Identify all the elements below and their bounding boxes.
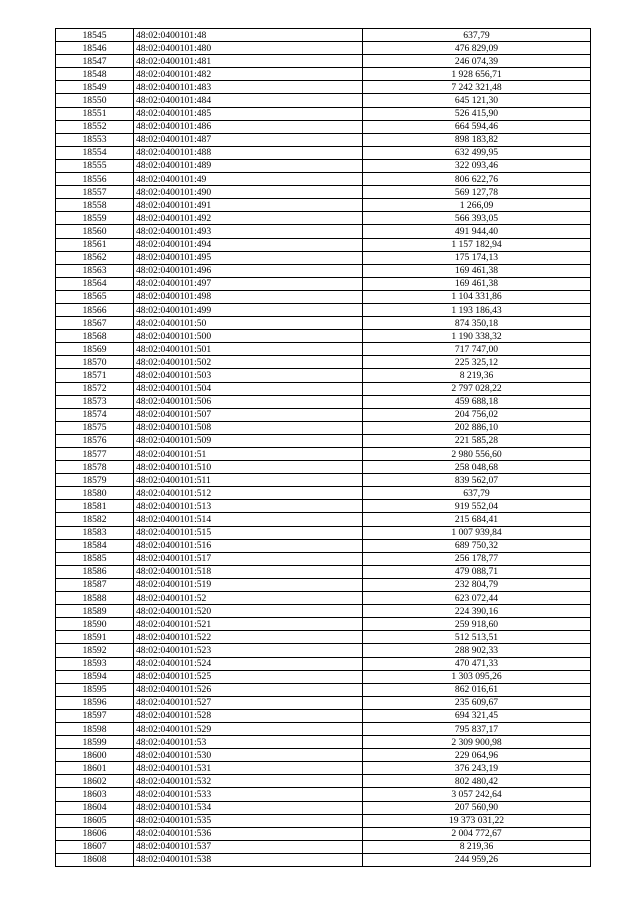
table-row <box>56 762 591 775</box>
cadastral-value-cell: 169 461,38 <box>363 277 591 290</box>
row-number-cell: 18605 <box>56 814 134 827</box>
cadastral-value-cell: 2 004 772,67 <box>363 827 591 840</box>
row-number-cell: 18602 <box>56 775 134 788</box>
table-row <box>56 448 591 461</box>
table-row <box>56 199 591 212</box>
cadastral-number-cell: 48:02:0400101:533 <box>134 788 363 801</box>
cadastral-number-cell: 48:02:0400101:481 <box>134 55 363 68</box>
table-row <box>56 683 591 696</box>
cadastral-number-cell: 48:02:0400101:515 <box>134 526 363 539</box>
row-number-cell: 18551 <box>56 107 134 120</box>
table-row <box>56 330 591 343</box>
row-number-cell: 18571 <box>56 369 134 382</box>
cadastral-value-cell: 645 121,30 <box>363 94 591 107</box>
cadastral-value-cell: 476 829,09 <box>363 42 591 55</box>
cadastral-value-cell: 322 093,46 <box>363 159 591 172</box>
cadastral-number-cell: 48:02:0400101:510 <box>134 461 363 474</box>
row-number-cell: 18601 <box>56 762 134 775</box>
cadastral-value-cell: 2 980 556,60 <box>363 448 591 461</box>
cadastral-value-cell: 19 373 031,22 <box>363 814 591 827</box>
cadastral-value-cell: 215 684,41 <box>363 513 591 526</box>
cadastral-value-cell: 1 303 095,26 <box>363 670 591 683</box>
cadastral-number-cell: 48:02:0400101:534 <box>134 801 363 814</box>
table-row <box>56 107 591 120</box>
table-row <box>56 696 591 709</box>
cadastral-value-cell: 229 064,96 <box>363 749 591 762</box>
cadastral-number-cell: 48:02:0400101:513 <box>134 500 363 513</box>
cadastral-number-cell: 48:02:0400101:522 <box>134 631 363 644</box>
cadastral-value-cell: 1 928 656,71 <box>363 68 591 81</box>
row-number-cell: 18588 <box>56 592 134 605</box>
cadastral-value-cell: 806 622,76 <box>363 173 591 186</box>
cadastral-number-cell: 48:02:0400101:514 <box>134 513 363 526</box>
cadastral-value-cell: 244 959,26 <box>363 853 591 866</box>
cadastral-value-cell: 1 157 182,94 <box>363 238 591 251</box>
cadastral-value-cell: 459 688,18 <box>363 395 591 408</box>
row-number-cell: 18592 <box>56 644 134 657</box>
table-row <box>56 513 591 526</box>
row-number-cell: 18594 <box>56 670 134 683</box>
cadastral-value-cell: 1 193 186,43 <box>363 303 591 316</box>
cadastral-number-cell: 48:02:0400101:489 <box>134 159 363 172</box>
table-row <box>56 827 591 840</box>
table-row <box>56 159 591 172</box>
row-number-cell: 18558 <box>56 199 134 212</box>
row-number-cell: 18576 <box>56 434 134 447</box>
cadastral-number-cell: 48:02:0400101:525 <box>134 670 363 683</box>
row-number-cell: 18556 <box>56 173 134 186</box>
row-number-cell: 18593 <box>56 657 134 670</box>
cadastral-number-cell: 48:02:0400101:51 <box>134 448 363 461</box>
table-row <box>56 68 591 81</box>
cadastral-value-cell: 569 127,78 <box>363 186 591 199</box>
row-number-cell: 18599 <box>56 736 134 749</box>
cadastral-number-cell: 48:02:0400101:487 <box>134 133 363 146</box>
cadastral-number-cell: 48:02:0400101:495 <box>134 251 363 264</box>
cadastral-number-cell: 48:02:0400101:508 <box>134 421 363 434</box>
cadastral-number-cell: 48:02:0400101:486 <box>134 120 363 133</box>
row-number-cell: 18600 <box>56 749 134 762</box>
table-row <box>56 539 591 552</box>
cadastral-value-cell: 221 585,28 <box>363 434 591 447</box>
table-row <box>56 186 591 199</box>
row-number-cell: 18553 <box>56 133 134 146</box>
table-row <box>56 853 591 866</box>
cadastral-number-cell: 48:02:0400101:49 <box>134 173 363 186</box>
cadastral-value-cell: 479 088,71 <box>363 565 591 578</box>
row-number-cell: 18578 <box>56 461 134 474</box>
table-row <box>56 251 591 264</box>
cadastral-value-cell: 717 747,00 <box>363 343 591 356</box>
cadastral-number-cell: 48:02:0400101:53 <box>134 736 363 749</box>
row-number-cell: 18582 <box>56 513 134 526</box>
cadastral-number-cell: 48:02:0400101:493 <box>134 225 363 238</box>
table-row <box>56 238 591 251</box>
cadastral-value-cell: 259 918,60 <box>363 618 591 631</box>
cadastral-value-cell: 246 074,39 <box>363 55 591 68</box>
table-row <box>56 578 591 591</box>
row-number-cell: 18554 <box>56 146 134 159</box>
cadastral-number-cell: 48:02:0400101:526 <box>134 683 363 696</box>
cadastral-value-cell: 566 393,05 <box>363 212 591 225</box>
cadastral-value-cell: 919 552,04 <box>363 500 591 513</box>
table-row <box>56 840 591 853</box>
cadastral-number-cell: 48:02:0400101:521 <box>134 618 363 631</box>
cadastral-value-cell: 491 944,40 <box>363 225 591 238</box>
table-row <box>56 94 591 107</box>
cadastral-value-cell: 1 104 331,86 <box>363 290 591 303</box>
cadastral-number-cell: 48:02:0400101:494 <box>134 238 363 251</box>
table-row <box>56 277 591 290</box>
cadastral-number-cell: 48:02:0400101:535 <box>134 814 363 827</box>
cadastral-number-cell: 48:02:0400101:499 <box>134 303 363 316</box>
cadastral-number-cell: 48:02:0400101:48 <box>134 29 363 42</box>
table-row <box>56 421 591 434</box>
row-number-cell: 18563 <box>56 264 134 277</box>
cadastral-value-cell: 632 499,95 <box>363 146 591 159</box>
cadastral-value-cell: 689 750,32 <box>363 539 591 552</box>
table-row <box>56 369 591 382</box>
cadastral-value-cell: 637,79 <box>363 487 591 500</box>
cadastral-number-cell: 48:02:0400101:498 <box>134 290 363 303</box>
row-number-cell: 18595 <box>56 683 134 696</box>
row-number-cell: 18574 <box>56 408 134 421</box>
cadastral-value-cell: 526 415,90 <box>363 107 591 120</box>
row-number-cell: 18565 <box>56 290 134 303</box>
table-row <box>56 657 591 670</box>
table-row <box>56 55 591 68</box>
cadastral-value-cell: 637,79 <box>363 29 591 42</box>
table-row <box>56 709 591 722</box>
table-row <box>56 303 591 316</box>
row-number-cell: 18567 <box>56 317 134 330</box>
table-row <box>56 644 591 657</box>
cadastral-number-cell: 48:02:0400101:496 <box>134 264 363 277</box>
cadastral-number-cell: 48:02:0400101:532 <box>134 775 363 788</box>
cadastral-value-cell: 235 609,67 <box>363 696 591 709</box>
row-number-cell: 18580 <box>56 487 134 500</box>
cadastral-number-cell: 48:02:0400101:531 <box>134 762 363 775</box>
row-number-cell: 18606 <box>56 827 134 840</box>
row-number-cell: 18546 <box>56 42 134 55</box>
row-number-cell: 18607 <box>56 840 134 853</box>
row-number-cell: 18577 <box>56 448 134 461</box>
cadastral-number-cell: 48:02:0400101:509 <box>134 434 363 447</box>
cadastral-number-cell: 48:02:0400101:488 <box>134 146 363 159</box>
table-row <box>56 29 591 42</box>
cadastral-value-cell: 7 242 321,48 <box>363 81 591 94</box>
cadastral-number-cell: 48:02:0400101:483 <box>134 81 363 94</box>
row-number-cell: 18589 <box>56 605 134 618</box>
row-number-cell: 18581 <box>56 500 134 513</box>
cadastral-number-cell: 48:02:0400101:536 <box>134 827 363 840</box>
table-row <box>56 722 591 735</box>
cadastral-number-cell: 48:02:0400101:507 <box>134 408 363 421</box>
cadastral-number-cell: 48:02:0400101:482 <box>134 68 363 81</box>
row-number-cell: 18548 <box>56 68 134 81</box>
table-row <box>56 81 591 94</box>
cadastral-number-cell: 48:02:0400101:50 <box>134 317 363 330</box>
table-row <box>56 395 591 408</box>
row-number-cell: 18568 <box>56 330 134 343</box>
table-row <box>56 343 591 356</box>
cadastral-number-cell: 48:02:0400101:517 <box>134 552 363 565</box>
cadastral-value-cell: 795 837,17 <box>363 722 591 735</box>
cadastral-value-cell: 874 350,18 <box>363 317 591 330</box>
document-page <box>55 28 591 867</box>
cadastral-value-cell: 3 057 242,64 <box>363 788 591 801</box>
row-number-cell: 18603 <box>56 788 134 801</box>
table-row <box>56 788 591 801</box>
cadastral-number-cell: 48:02:0400101:502 <box>134 356 363 369</box>
row-number-cell: 18560 <box>56 225 134 238</box>
cadastral-number-cell: 48:02:0400101:491 <box>134 199 363 212</box>
cadastral-value-cell: 623 072,44 <box>363 592 591 605</box>
row-number-cell: 18597 <box>56 709 134 722</box>
cadastral-number-cell: 48:02:0400101:480 <box>134 42 363 55</box>
cadastral-value-cell: 8 219,36 <box>363 840 591 853</box>
row-number-cell: 18566 <box>56 303 134 316</box>
cadastral-number-cell: 48:02:0400101:518 <box>134 565 363 578</box>
cadastral-number-cell: 48:02:0400101:490 <box>134 186 363 199</box>
row-number-cell: 18573 <box>56 395 134 408</box>
cadastral-value-cell: 224 390,16 <box>363 605 591 618</box>
table-row <box>56 500 591 513</box>
table-body <box>56 29 591 867</box>
table-row <box>56 173 591 186</box>
table-row <box>56 736 591 749</box>
table-row <box>56 146 591 159</box>
row-number-cell: 18545 <box>56 29 134 42</box>
cadastral-value-cell: 232 804,79 <box>363 578 591 591</box>
cadastral-value-cell: 225 325,12 <box>363 356 591 369</box>
cadastral-number-cell: 48:02:0400101:530 <box>134 749 363 762</box>
cadastral-number-cell: 48:02:0400101:484 <box>134 94 363 107</box>
table-row <box>56 212 591 225</box>
row-number-cell: 18590 <box>56 618 134 631</box>
cadastral-number-cell: 48:02:0400101:524 <box>134 657 363 670</box>
row-number-cell: 18584 <box>56 539 134 552</box>
row-number-cell: 18579 <box>56 474 134 487</box>
cadastral-value-cell: 1 266,09 <box>363 199 591 212</box>
row-number-cell: 18572 <box>56 382 134 395</box>
cadastral-value-cell: 862 016,61 <box>363 683 591 696</box>
cadastral-value-cell: 204 756,02 <box>363 408 591 421</box>
row-number-cell: 18552 <box>56 120 134 133</box>
table-row <box>56 749 591 762</box>
row-number-cell: 18564 <box>56 277 134 290</box>
cadastral-value-cell: 169 461,38 <box>363 264 591 277</box>
table-row <box>56 565 591 578</box>
row-number-cell: 18598 <box>56 722 134 735</box>
cadastral-value-cell: 2 797 028,22 <box>363 382 591 395</box>
table-row <box>56 487 591 500</box>
cadastral-value-cell: 470 471,33 <box>363 657 591 670</box>
table-row <box>56 356 591 369</box>
row-number-cell: 18550 <box>56 94 134 107</box>
row-number-cell: 18570 <box>56 356 134 369</box>
cadastral-number-cell: 48:02:0400101:537 <box>134 840 363 853</box>
table-row <box>56 552 591 565</box>
table-row <box>56 526 591 539</box>
cadastral-value-cell: 839 562,07 <box>363 474 591 487</box>
row-number-cell: 18596 <box>56 696 134 709</box>
cadastral-number-cell: 48:02:0400101:529 <box>134 722 363 735</box>
cadastral-value-table <box>55 28 591 867</box>
table-row <box>56 264 591 277</box>
cadastral-number-cell: 48:02:0400101:512 <box>134 487 363 500</box>
cadastral-number-cell: 48:02:0400101:485 <box>134 107 363 120</box>
cadastral-number-cell: 48:02:0400101:523 <box>134 644 363 657</box>
row-number-cell: 18604 <box>56 801 134 814</box>
table-row <box>56 434 591 447</box>
cadastral-number-cell: 48:02:0400101:511 <box>134 474 363 487</box>
cadastral-number-cell: 48:02:0400101:527 <box>134 696 363 709</box>
row-number-cell: 18575 <box>56 421 134 434</box>
row-number-cell: 18569 <box>56 343 134 356</box>
cadastral-value-cell: 802 480,42 <box>363 775 591 788</box>
cadastral-value-cell: 256 178,77 <box>363 552 591 565</box>
row-number-cell: 18559 <box>56 212 134 225</box>
row-number-cell: 18549 <box>56 81 134 94</box>
table-row <box>56 801 591 814</box>
row-number-cell: 18586 <box>56 565 134 578</box>
table-row <box>56 618 591 631</box>
cadastral-value-cell: 376 243,19 <box>363 762 591 775</box>
cadastral-number-cell: 48:02:0400101:492 <box>134 212 363 225</box>
cadastral-value-cell: 512 513,51 <box>363 631 591 644</box>
cadastral-value-cell: 288 902,33 <box>363 644 591 657</box>
cadastral-number-cell: 48:02:0400101:504 <box>134 382 363 395</box>
cadastral-number-cell: 48:02:0400101:503 <box>134 369 363 382</box>
cadastral-value-cell: 1 190 338,32 <box>363 330 591 343</box>
table-row <box>56 133 591 146</box>
cadastral-number-cell: 48:02:0400101:501 <box>134 343 363 356</box>
table-row <box>56 120 591 133</box>
row-number-cell: 18562 <box>56 251 134 264</box>
row-number-cell: 18587 <box>56 578 134 591</box>
table-row <box>56 631 591 644</box>
row-number-cell: 18585 <box>56 552 134 565</box>
row-number-cell: 18608 <box>56 853 134 866</box>
cadastral-number-cell: 48:02:0400101:519 <box>134 578 363 591</box>
cadastral-number-cell: 48:02:0400101:538 <box>134 853 363 866</box>
cadastral-value-cell: 258 048,68 <box>363 461 591 474</box>
row-number-cell: 18561 <box>56 238 134 251</box>
row-number-cell: 18547 <box>56 55 134 68</box>
cadastral-value-cell: 664 594,46 <box>363 120 591 133</box>
cadastral-number-cell: 48:02:0400101:516 <box>134 539 363 552</box>
cadastral-number-cell: 48:02:0400101:52 <box>134 592 363 605</box>
table-row <box>56 592 591 605</box>
cadastral-value-cell: 1 007 939,84 <box>363 526 591 539</box>
cadastral-number-cell: 48:02:0400101:506 <box>134 395 363 408</box>
row-number-cell: 18555 <box>56 159 134 172</box>
cadastral-value-cell: 2 309 900,98 <box>363 736 591 749</box>
row-number-cell: 18591 <box>56 631 134 644</box>
table-row <box>56 775 591 788</box>
row-number-cell: 18583 <box>56 526 134 539</box>
table-row <box>56 290 591 303</box>
table-row <box>56 814 591 827</box>
cadastral-value-cell: 8 219,36 <box>363 369 591 382</box>
table-row <box>56 42 591 55</box>
table-row <box>56 474 591 487</box>
cadastral-number-cell: 48:02:0400101:528 <box>134 709 363 722</box>
cadastral-value-cell: 694 321,45 <box>363 709 591 722</box>
table-row <box>56 461 591 474</box>
cadastral-number-cell: 48:02:0400101:500 <box>134 330 363 343</box>
row-number-cell: 18557 <box>56 186 134 199</box>
table-row <box>56 225 591 238</box>
table-row <box>56 317 591 330</box>
table-row <box>56 605 591 618</box>
table-row <box>56 670 591 683</box>
table-row <box>56 408 591 421</box>
cadastral-value-cell: 175 174,13 <box>363 251 591 264</box>
cadastral-number-cell: 48:02:0400101:497 <box>134 277 363 290</box>
table-row <box>56 382 591 395</box>
cadastral-value-cell: 207 560,90 <box>363 801 591 814</box>
cadastral-value-cell: 202 886,10 <box>363 421 591 434</box>
cadastral-number-cell: 48:02:0400101:520 <box>134 605 363 618</box>
cadastral-value-cell: 898 183,82 <box>363 133 591 146</box>
